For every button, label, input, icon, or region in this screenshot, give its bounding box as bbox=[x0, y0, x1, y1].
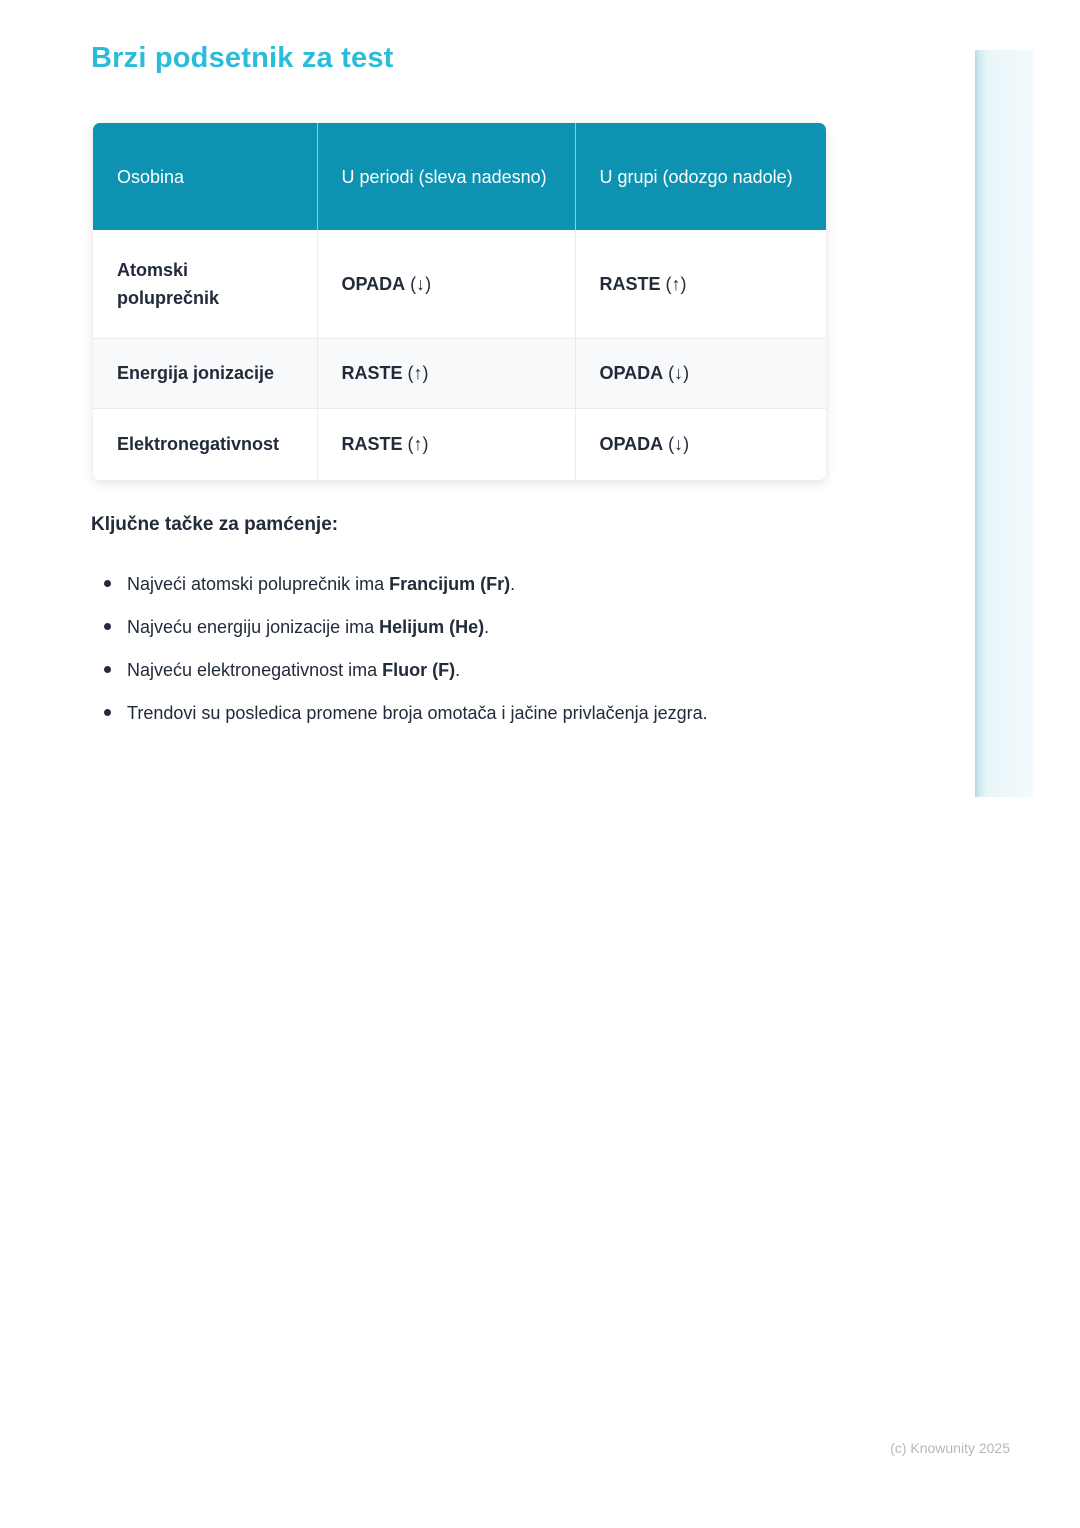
list-item-text: Najveću elektronegativnost ima bbox=[127, 660, 383, 680]
property-cell: Elektronegativnost bbox=[93, 408, 317, 480]
list-item-bold: Francijum (Fr) bbox=[389, 574, 511, 594]
trend-value: RASTE bbox=[341, 363, 403, 383]
list-item-text: Najveći atomski poluprečnik ima bbox=[127, 574, 390, 594]
header-cell-group: U grupi (odozgo nadole) bbox=[575, 123, 826, 230]
list-item-text: Trendovi su posledica promene broja omotača i jačine privlačenja jezgra. bbox=[127, 703, 708, 723]
group-cell bbox=[575, 338, 826, 408]
table-row bbox=[93, 408, 826, 480]
table-row bbox=[93, 338, 826, 408]
trend-arrow: (↑) bbox=[660, 273, 687, 294]
copyright-footer: (c) Knowunity 2025 bbox=[890, 1440, 1010, 1456]
group-cell bbox=[575, 408, 826, 480]
trend-value: OPADA bbox=[341, 273, 406, 294]
list-item bbox=[91, 613, 851, 641]
list-item bbox=[91, 699, 851, 727]
header-cell-period: U periodi (sleva nadesno) bbox=[317, 123, 575, 230]
trend-value: RASTE bbox=[341, 434, 403, 455]
list-item bbox=[91, 570, 851, 598]
list-item-suffix: . bbox=[510, 574, 516, 594]
table-row bbox=[93, 230, 826, 338]
list-item bbox=[91, 656, 851, 684]
list-item-suffix: . bbox=[455, 660, 461, 680]
list-item-text: Najveću energiju jonizacije ima bbox=[127, 617, 380, 637]
period-cell bbox=[317, 230, 575, 338]
trend-arrow: (↓) bbox=[663, 363, 690, 383]
trend-arrow: (↓) bbox=[663, 434, 690, 455]
trends-table bbox=[93, 123, 826, 480]
page-title: Brzi podsetnik za test bbox=[91, 42, 394, 74]
period-cell bbox=[317, 338, 575, 408]
trend-value: RASTE bbox=[599, 273, 661, 294]
list-item-bold: Fluor (F) bbox=[382, 660, 456, 680]
list-item-bold: Helijum (He) bbox=[379, 617, 485, 637]
property-cell: Atomski poluprečnik bbox=[93, 230, 317, 338]
trend-value: OPADA bbox=[599, 434, 664, 455]
property-cell: Energija jonizacije bbox=[93, 338, 317, 408]
side-accent-strip bbox=[975, 50, 1033, 797]
key-points-list bbox=[91, 570, 851, 742]
group-cell bbox=[575, 230, 826, 338]
table-header-row bbox=[93, 123, 826, 230]
trend-arrow: (↑) bbox=[402, 434, 429, 455]
trend-arrow: (↓) bbox=[405, 273, 432, 294]
trend-value: OPADA bbox=[599, 363, 664, 383]
key-points-heading: Ključne tačke za pamćenje: bbox=[91, 514, 339, 535]
header-cell-property: Osobina bbox=[93, 123, 317, 230]
list-item-suffix: . bbox=[484, 617, 490, 637]
trend-arrow: (↑) bbox=[402, 363, 429, 383]
trends-table-grid bbox=[93, 123, 826, 480]
period-cell bbox=[317, 408, 575, 480]
